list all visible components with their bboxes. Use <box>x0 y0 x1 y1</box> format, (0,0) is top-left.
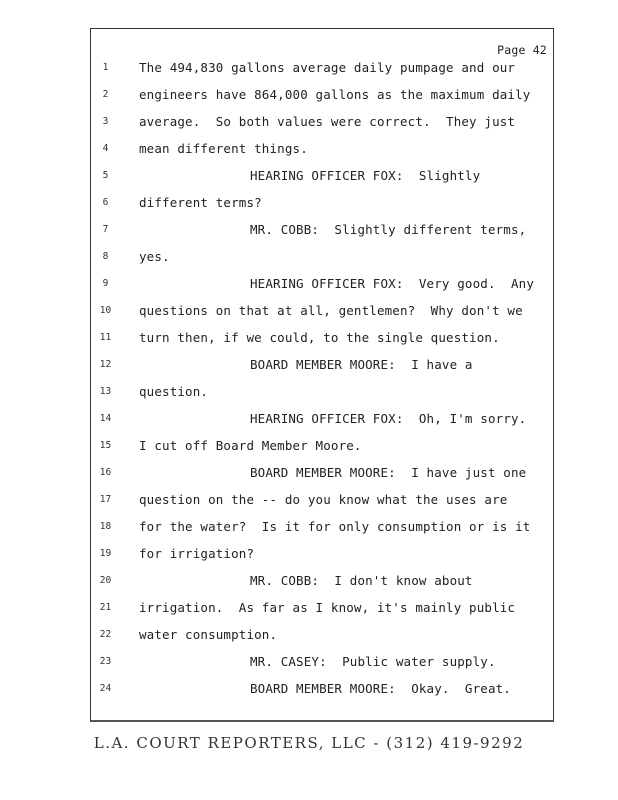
line-text: MR. COBB: Slightly different terms, <box>250 222 527 237</box>
line-text: BOARD MEMBER MOORE: Okay. Great. <box>250 681 511 696</box>
transcript-line <box>91 276 553 303</box>
line-number: 17 <box>99 494 112 505</box>
transcript-line <box>91 357 553 384</box>
transcript-line <box>91 222 553 249</box>
line-text: The 494,830 gallons average daily pumpage and our <box>139 60 516 75</box>
line-number: 9 <box>102 278 109 289</box>
transcript-line <box>91 546 553 573</box>
line-text: MR. COBB: I don't know about <box>250 573 473 588</box>
line-number: 4 <box>102 143 109 154</box>
transcript-line <box>91 330 553 357</box>
transcript-line <box>91 168 553 195</box>
line-number: 5 <box>102 170 109 181</box>
line-text: HEARING OFFICER FOX: Oh, I'm sorry. <box>250 411 527 426</box>
transcript-page <box>90 28 554 722</box>
transcript-line <box>91 114 553 141</box>
line-text: irrigation. As far as I know, it's mainly public <box>139 600 516 615</box>
line-number: 13 <box>99 386 112 397</box>
line-text: HEARING OFFICER FOX: Very good. Any <box>250 276 534 291</box>
transcript-line <box>91 384 553 411</box>
line-number: 24 <box>99 683 112 694</box>
transcript-line <box>91 627 553 654</box>
transcript-line <box>91 681 553 708</box>
line-number: 22 <box>99 629 112 640</box>
line-text: different terms? <box>139 195 262 210</box>
line-text: for the water? Is it for only consumption or is it <box>139 519 531 534</box>
line-text: average. So both values were correct. They just <box>139 114 516 129</box>
line-number: 8 <box>102 251 109 262</box>
line-text: BOARD MEMBER MOORE: I have a <box>250 357 473 372</box>
transcript-line <box>91 600 553 627</box>
line-number: 2 <box>102 89 109 100</box>
transcript-line <box>91 519 553 546</box>
line-text: question. <box>139 384 209 399</box>
line-number: 11 <box>99 332 112 343</box>
transcript-line <box>91 195 553 222</box>
line-number: 18 <box>99 521 112 532</box>
transcript-line <box>91 654 553 681</box>
line-text: engineers have 864,000 gallons as the maximum daily <box>139 87 531 102</box>
line-number: 3 <box>102 116 109 127</box>
line-number: 12 <box>99 359 112 370</box>
transcript-line <box>91 492 553 519</box>
transcript-lines <box>91 60 553 708</box>
line-number: 19 <box>99 548 112 559</box>
court-reporter-footer: L.A. COURT REPORTERS, LLC - (312) 419-9292 <box>93 734 525 752</box>
line-text: water consumption. <box>139 627 278 642</box>
transcript-line <box>91 60 553 87</box>
line-number: 7 <box>102 224 109 235</box>
line-text: mean different things. <box>139 141 308 156</box>
transcript-line <box>91 438 553 465</box>
line-text: yes. <box>139 249 170 264</box>
line-text: for irrigation? <box>139 546 255 561</box>
line-text: BOARD MEMBER MOORE: I have just one <box>250 465 527 480</box>
page-number: Page 42 <box>497 43 547 57</box>
line-number: 15 <box>99 440 112 451</box>
line-number: 14 <box>99 413 112 424</box>
transcript-line <box>91 465 553 492</box>
line-text: turn then, if we could, to the single question. <box>139 330 500 345</box>
line-number: 10 <box>99 305 112 316</box>
line-text: I cut off Board Member Moore. <box>139 438 362 453</box>
line-number: 6 <box>102 197 109 208</box>
transcript-line <box>91 573 553 600</box>
transcript-line <box>91 249 553 276</box>
transcript-line <box>91 303 553 330</box>
line-number: 1 <box>102 62 109 73</box>
line-text: question on the -- do you know what the uses are <box>139 492 508 507</box>
line-number: 16 <box>99 467 112 478</box>
line-text: MR. CASEY: Public water supply. <box>250 654 496 669</box>
transcript-line <box>91 141 553 168</box>
line-text: questions on that at all, gentlemen? Why don't we <box>139 303 523 318</box>
line-number: 20 <box>99 575 112 586</box>
line-text: HEARING OFFICER FOX: Slightly <box>250 168 481 183</box>
line-number: 21 <box>99 602 112 613</box>
line-number: 23 <box>99 656 112 667</box>
transcript-line <box>91 87 553 114</box>
transcript-line <box>91 411 553 438</box>
